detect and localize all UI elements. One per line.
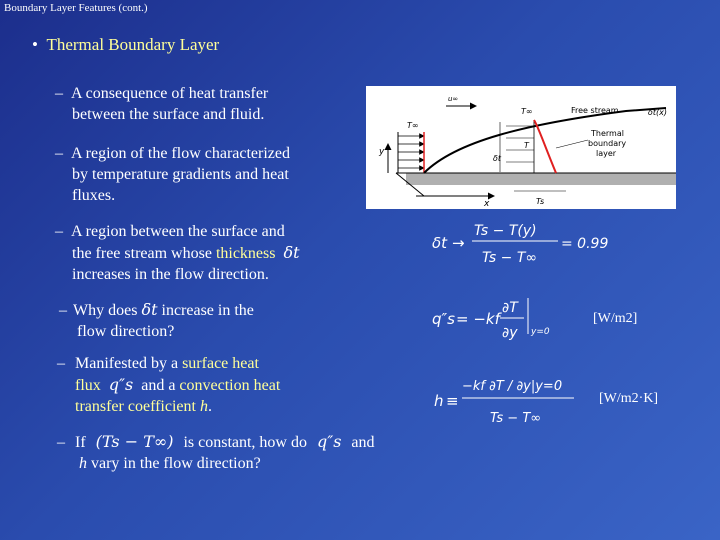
subbullet-3-line-1: A region between the surface and (71, 223, 285, 240)
subbullet-6-line-1b: is constant, how do (183, 434, 307, 451)
h-symbol: h (199, 398, 208, 415)
qs-symbol: q″s (108, 375, 134, 394)
subbullet-3-line-3: increases in the flow direction. (72, 266, 269, 283)
subbullet-1 (55, 83, 268, 125)
h-unit: [W/m2·K] (599, 391, 659, 406)
boundary-label: boundary (588, 139, 627, 148)
dash-icon: – (55, 85, 63, 102)
subbullet-6 (57, 431, 375, 474)
eq2-numerator: ∂T (502, 300, 518, 316)
eq2-equals: = −kf (456, 310, 500, 328)
layer-label: layer (596, 149, 617, 158)
u-inf-label: u∞ (448, 95, 459, 103)
thermal-boundary-layer-diagram (366, 86, 676, 209)
main-bullet (32, 35, 219, 55)
slide-header-title: Boundary Layer Features (cont.) (4, 2, 148, 14)
subbullet-4-line-1a: Why does (73, 302, 138, 319)
bullet-label: Thermal Boundary Layer (46, 35, 220, 54)
delta-t-symbol: δt (141, 300, 158, 319)
surface-heat-highlight: surface heat (182, 355, 259, 372)
ts-label: Ts (536, 197, 545, 206)
subbullet-6-line-1a: If (75, 434, 86, 451)
y-label: y (379, 147, 385, 157)
bullet-dot: • (32, 35, 47, 54)
eq1-value: = 0.99 (561, 236, 609, 252)
dash-icon: – (57, 434, 65, 451)
delta-t-label: δt (493, 154, 502, 163)
equation-heat-flux (430, 292, 580, 346)
eq3-denominator: Ts − T∞ (490, 411, 542, 426)
thickness-highlight: thickness (215, 245, 276, 262)
subbullet-2-line-2: by temperature gradients and heat (72, 166, 289, 183)
dash-icon: – (55, 145, 63, 162)
h-symbol: h (79, 455, 87, 472)
transfer-coefficient-highlight: transfer coefficient (75, 398, 200, 415)
thermal-label: Thermal (591, 129, 624, 138)
subbullet-5-line-2b: and a (141, 377, 180, 394)
flux-highlight: flux (75, 377, 101, 394)
eq2-denominator: ∂y (502, 325, 518, 341)
t-inf-left-label: T∞ (407, 121, 419, 130)
eq1-arrow: → (452, 234, 465, 252)
boundary-layer-edge (424, 108, 666, 173)
equation-h (432, 370, 582, 430)
eq1-denominator: Ts − T∞ (482, 250, 538, 266)
delta-tx-label: δt(x) (648, 108, 668, 117)
t-inf-top-label: T∞ (521, 107, 533, 116)
subbullet-5 (57, 353, 280, 417)
equation-delta-t (430, 216, 610, 272)
dash-icon: – (55, 223, 63, 240)
subbullet-6-line-2b: vary in the flow direction? (87, 455, 261, 472)
eq2-qs: q″s (432, 310, 455, 328)
convection-heat-highlight: convection heat (179, 377, 281, 394)
dash-icon: – (59, 302, 67, 319)
eq1-numerator: Ts − T(y) (474, 223, 537, 239)
diagram-svg (366, 86, 676, 209)
period: . (207, 398, 212, 415)
qs-symbol: q″s (316, 432, 342, 451)
x-label: x (484, 199, 490, 209)
free-stream-label: Free stream (571, 106, 619, 115)
subbullet-3 (55, 221, 300, 285)
eq3-h: h (434, 392, 444, 410)
subbullet-1-line-2: between the surface and fluid. (72, 106, 265, 123)
eq3-numerator: −kf ∂T / ∂y|y=0 (462, 379, 563, 394)
subbullet-6-line-1c: and (351, 434, 375, 451)
subbullet-4-line-1b: increase in the (161, 302, 254, 319)
subbullet-2-line-1: A region of the flow characterized (71, 145, 291, 162)
subbullet-4 (59, 299, 254, 342)
delta-t-symbol: δt (283, 243, 300, 262)
subbullet-5-line-1a: Manifested by a (75, 355, 183, 372)
plate (406, 173, 676, 185)
eq1-delta-t: δt (432, 234, 448, 252)
subbullet-3-line-2: the free stream whose (72, 245, 216, 262)
subbullet-2 (55, 143, 290, 206)
eq3-equiv: ≡ (446, 392, 459, 410)
ts-tinf-symbol: (Ts − T∞) (95, 432, 174, 451)
subbullet-4-line-2: flow direction? (77, 323, 175, 340)
subbullet-2-line-3: fluxes. (72, 187, 116, 204)
heat-flux-unit: [W/m2] (593, 311, 638, 326)
subbullet-1-line-1: A consequence of heat transfer (71, 85, 269, 102)
thermal-profile (534, 120, 556, 173)
eq2-eval: y=0 (531, 327, 550, 337)
t-label: T (524, 141, 529, 150)
dash-icon: – (57, 355, 65, 372)
